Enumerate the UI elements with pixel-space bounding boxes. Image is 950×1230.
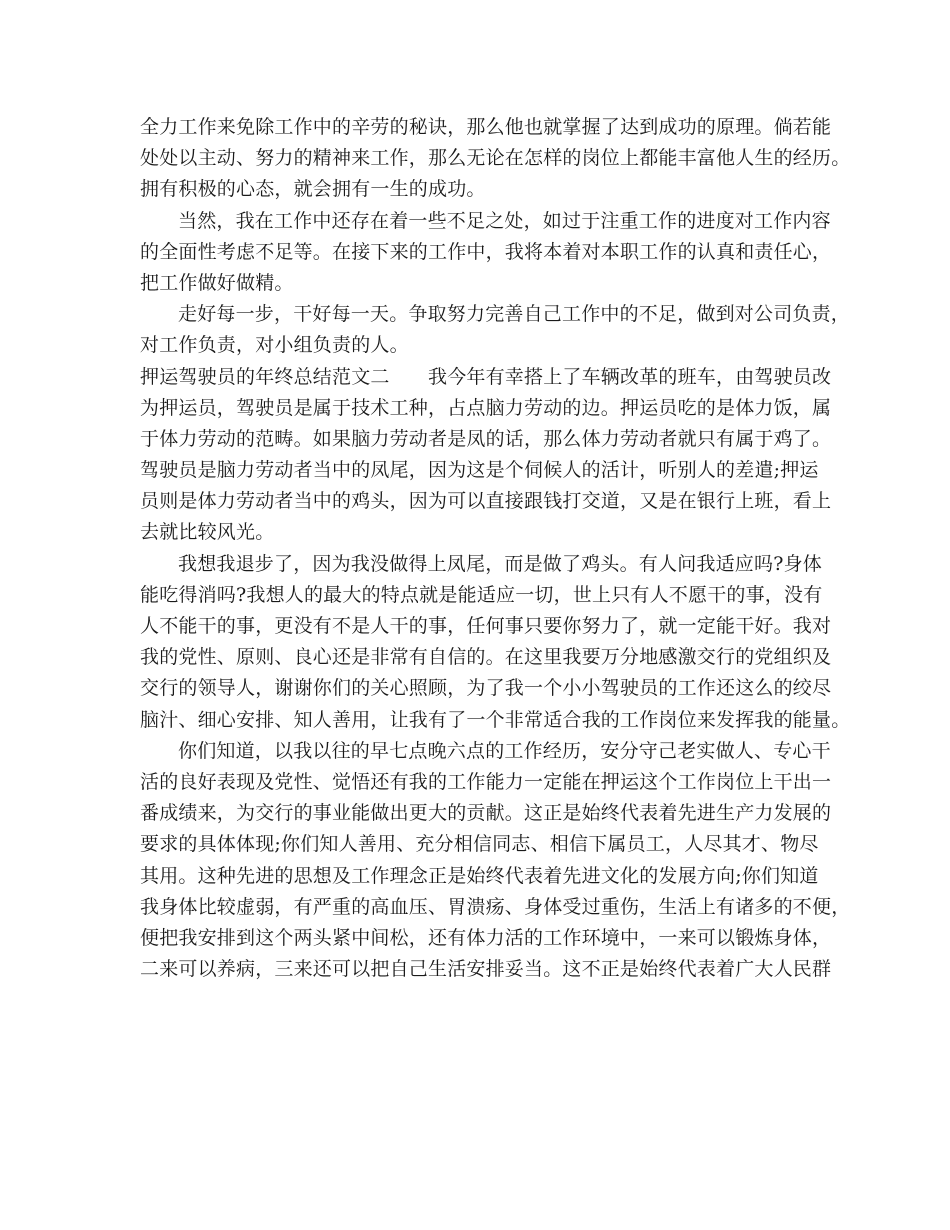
text-line: 对工作负责，对小组负责的人。 xyxy=(140,334,409,357)
text-line: 去就比较风光。 xyxy=(140,521,275,544)
text-line: 脑汁、细心安排、知人善用，让我有了一个非常适合我的工作岗位来发挥我的能量。 xyxy=(140,708,851,731)
text-line: 拥有积极的心态，就会拥有一生的成功。 xyxy=(140,178,486,201)
paragraph-start-line: 当然，我在工作中还存在着一些不足之处，如过于注重工作的进度对工作内容 xyxy=(178,209,831,232)
text-line: 便把我安排到这个两头紧中间松，还有体力活的工作环境中，一来可以锻炼身体， xyxy=(140,926,832,949)
text-line: 于体力劳动的范畴。如果脑力劳动者是凤的话，那么体力劳动者就只有属于鸡了。 xyxy=(140,427,832,450)
text-line: 要求的具体体现;你们知人善用、充分相信同志、相信下属员工，人尽其才、物尽 xyxy=(140,833,819,856)
text-line: 全力工作来免除工作中的辛劳的秘诀，那么他也就掌握了达到成功的原理。倘若能 xyxy=(140,116,832,138)
paragraph-start-line: 我想我退步了，因为我没做得上凤尾，而是做了鸡头。有人问我适应吗?身体 xyxy=(178,552,822,575)
text-line: 把工作做好做精。 xyxy=(140,271,294,294)
text-line: 人不能干的事，更没有不是人干的事，任何事只要你努力了，就一定能干好。我对 xyxy=(140,615,832,637)
text-line: 的全面性考虑不足等。在接下来的工作中，我将本着对本职工作的认真和责任心， xyxy=(140,240,832,263)
text-line: 活的良好表现及党性、觉悟还有我的工作能力一定能在押运这个工作岗位上干出一 xyxy=(140,770,832,793)
text-line: 二来可以养病，三来还可以把自己生活安排妥当。这不正是始终代表着广大人民群 xyxy=(140,958,832,981)
text-line: 员则是体力劳动者当中的鸡头，因为可以直接跟钱打交道，又是在银行上班，看上 xyxy=(140,490,832,513)
section-heading-line: 押运驾驶员的年终总结范文二 我今年有幸搭上了车辆改革的班车，由驾驶员改 xyxy=(140,365,832,388)
paragraph-start-line: 走好每一步，干好每一天。争取努力完善自己工作中的不足，做到对公司负责， xyxy=(178,303,851,326)
text-line: 番成绩来，为交行的事业能做出更大的贡献。这正是始终代表着先进生产力发展的 xyxy=(140,802,832,825)
text-line: 驾驶员是脑力劳动者当中的凤尾，因为这是个伺候人的活计，听别人的差遣;押运 xyxy=(140,459,819,482)
text-line: 能吃得消吗?我想人的最大的特点就是能适应一切，世上只有人不愿干的事，没有 xyxy=(140,583,823,606)
paragraph-start-line: 你们知道，以我以往的早七点晚六点的工作经历，安分守己老实做人、专心干 xyxy=(178,739,831,762)
document-body xyxy=(140,112,851,985)
text-line: 其用。这种先进的思想及工作理念正是始终代表着先进文化的发展方向;你们知道 xyxy=(140,864,819,887)
text-line: 交行的领导人，谢谢你们的关心照顾，为了我一个小小驾驶员的工作还这么的绞尽 xyxy=(140,677,832,700)
text-line: 我的党性、原则、良心还是非常有自信的。在这里我要万分地感激交行的党组织及 xyxy=(140,646,832,669)
text-line: 我身体比较虚弱，有严重的高血压、胃溃疡、身体受过重伤，生活上有诸多的不便， xyxy=(140,895,851,918)
text-line: 为押运员，驾驶员是属于技术工种，占点脑力劳动的边。押运员吃的是体力饭，属 xyxy=(140,396,832,419)
text-line: 处处以主动、努力的精神来工作，那么无论在怎样的岗位上都能丰富他人生的经历。 xyxy=(140,147,851,170)
